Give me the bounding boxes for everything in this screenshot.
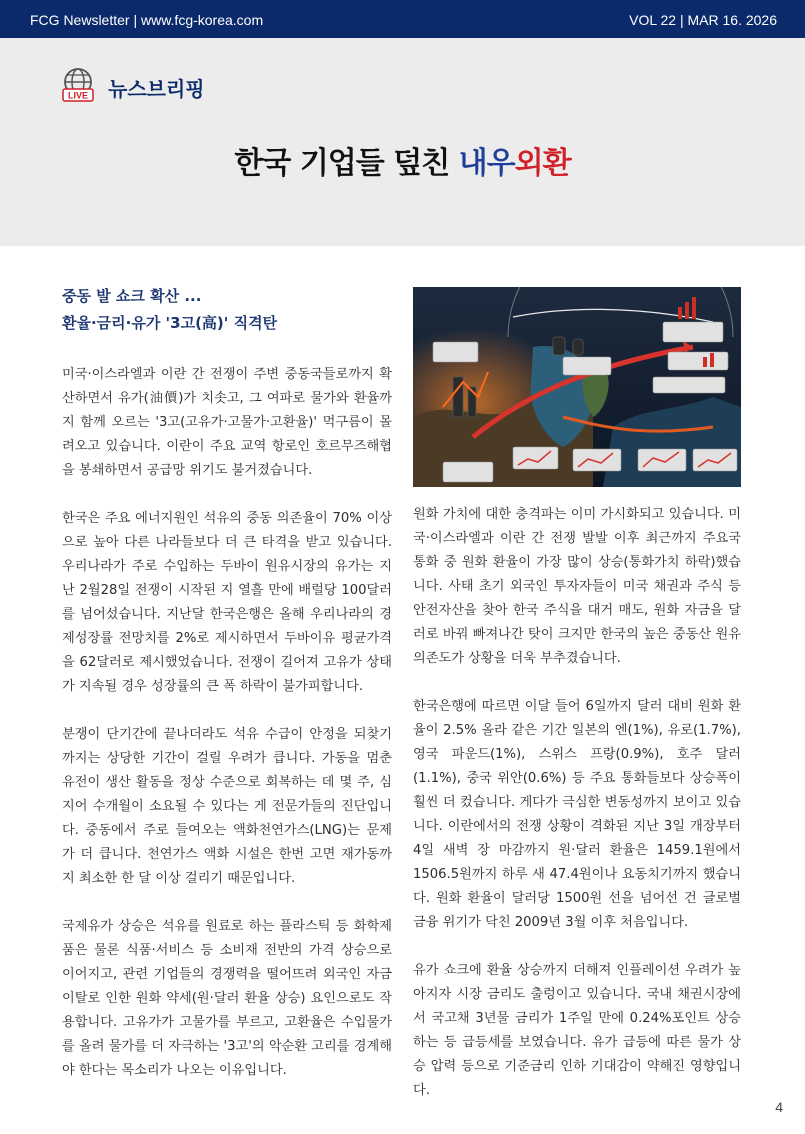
paragraph: 분쟁이 단기간에 끝나더라도 석유 수급이 안정을 되찾기까지는 상당한 기간이 걸릴 우려가 큽니다. 가동을 멈춘 유전이 생산 활동을 정상 수준으로 회복하는 데 몇 주, 심지어 수개월이 소요될 수 있다는 게 전문가들의 진단입니다. 중동에서 주로 들여오는 액화천연가스(LNG)는 문제가 더 큽니다. 천연가스 액화 시설은 한번 고면 재가동까지 최소한 한 달 이상 걸리기 때문입니다. xyxy=(62,727,392,886)
globe-live-icon xyxy=(60,66,96,108)
brand xyxy=(60,66,205,108)
page-title xyxy=(0,138,805,182)
section-label: 뉴스브리핑 xyxy=(108,76,205,101)
issue-date: VOL 22 | MAR 16. 2026 xyxy=(629,12,777,28)
article-subhead xyxy=(62,283,392,337)
title-part-red: 외환 xyxy=(514,146,571,181)
paragraph: 원화 가치에 대한 충격파는 이미 가시화되고 있습니다. 미국·이스라엘과 이란 간 전쟁 발발 이후 최근까지 주요국 통화 중 원화 환율이 가장 많이 상승(통화가치 하락)했습니다. 사태 초기 외국인 투자자들이 미국 채권과 주식 등 안전자산을 찾아 한국 주식을 대거 매도, 원화 자금을 달러로 바꿔 빠져나간 탓이 크지만 한국의 높은 중동산 원유 의존도가 상황을 더욱 부추겼습니다. xyxy=(413,507,741,666)
live-badge: LIVE xyxy=(67,90,89,101)
header-band xyxy=(0,38,805,246)
subhead-line-1: 중동 발 쇼크 확산 ... xyxy=(62,287,202,305)
paragraph: 한국은 주요 에너지원인 석유의 중동 의존율이 70% 이상으로 높아 다른 나라들보다 더 큰 타격을 받고 있습니다. 우리나라가 주로 수입하는 두바이 원유시장의 유가는 지난 2월28일 전쟁이 시작된 지 열흘 만에 배럴당 100달러를 넘어섰습니다. 지난달 한국은행은 올해 우리나라의 경제성장률 전망치를 2%로 제시하면서 두바이유 평균가격을 62달러로 제시했었습니다. 전쟁이 길어져 고유가 상태가 지속될 경우 성장률의 큰 폭 하락이 불가피합니다. xyxy=(62,511,392,694)
top-bar xyxy=(0,0,805,38)
article-illustration xyxy=(413,287,741,487)
subhead-line-2: 환율·금리·유가 '3고(高)' 직격탄 xyxy=(62,314,278,332)
right-column xyxy=(413,503,741,1127)
paragraph: 미국·이스라엘과 이란 간 전쟁이 주변 중동국들로까지 확산하면서 유가(油價)가 치솟고, 그 여파로 물가와 환율까지 함께 오르는 '3고(고유가·고물가·고환율)' 먹구름이 몰려오고 있습니다. 이란이 주요 교역 항로인 호르무즈해협을 봉쇄하면서 공급망 위기도 불거졌습니다. xyxy=(62,367,392,478)
page-number: 4 xyxy=(775,1099,783,1115)
title-part-blue: 내우 xyxy=(458,146,515,181)
left-column xyxy=(62,283,392,1107)
paragraph: 한국은행에 따르면 이달 들어 6일까지 달러 대비 원화 환율이 2.5% 올라 같은 기간 일본의 엔(1%), 유로(1.7%), 영국 파운드(1%), 스위스 프랑(0.9%), 호주 달러(1.1%), 중국 위안(0.6%) 등 주요 통화들보다 상승폭이 훨씬 더 컸습니다. 게다가 극심한 변동성까지 보이고 있습니다. 이란에서의 전쟁 상황이 격화된 지난 3일 개장부터 4일 새벽 장 마감까지 원·달러 환율은 1459.1원에서 1506.5원까지 하루 새 47.4원이나 요동치기까지 했습니다. 원화 환율이 달러당 1500원 선을 넘어선 건 글로벌 금융 위기가 닥친 2009년 3월 이후 처음입니다. xyxy=(413,699,741,930)
paragraph: 국제유가 상승은 석유를 원료로 하는 플라스틱 등 화학제품은 물론 식품·서비스 등 소비재 전반의 가격 상승으로 이어지고, 관련 기업들의 경쟁력을 떨어뜨려 외국인 자금 이탈로 인한 원화 약세(원·달러 환율 상승) 요인으로도 작용합니다. 고유가가 고물가를 부르고, 고환율은 수입물가를 올려 물가를 더 자극하는 '3고'의 악순환 고리를 경계해야 한다는 목소리가 나오는 이유입니다. xyxy=(62,919,392,1078)
paragraph: 유가 쇼크에 환율 상승까지 더해져 인플레이션 우려가 높아지자 시장 금리도 출렁이고 있습니다. 국내 채권시장에서 국고채 3년물 금리가 1주일 만에 0.24%포인트 상승하는 등 급등세를 보였습니다. 유가 급등에 따른 물가 상승 압력 등으로 기준금리 인하 기대감이 약해진 영향입니다. xyxy=(413,963,741,1098)
title-part-main: 한국 기업들 덮친 xyxy=(234,146,459,181)
newsletter-site: FCG Newsletter | www.fcg-korea.com xyxy=(30,12,264,28)
